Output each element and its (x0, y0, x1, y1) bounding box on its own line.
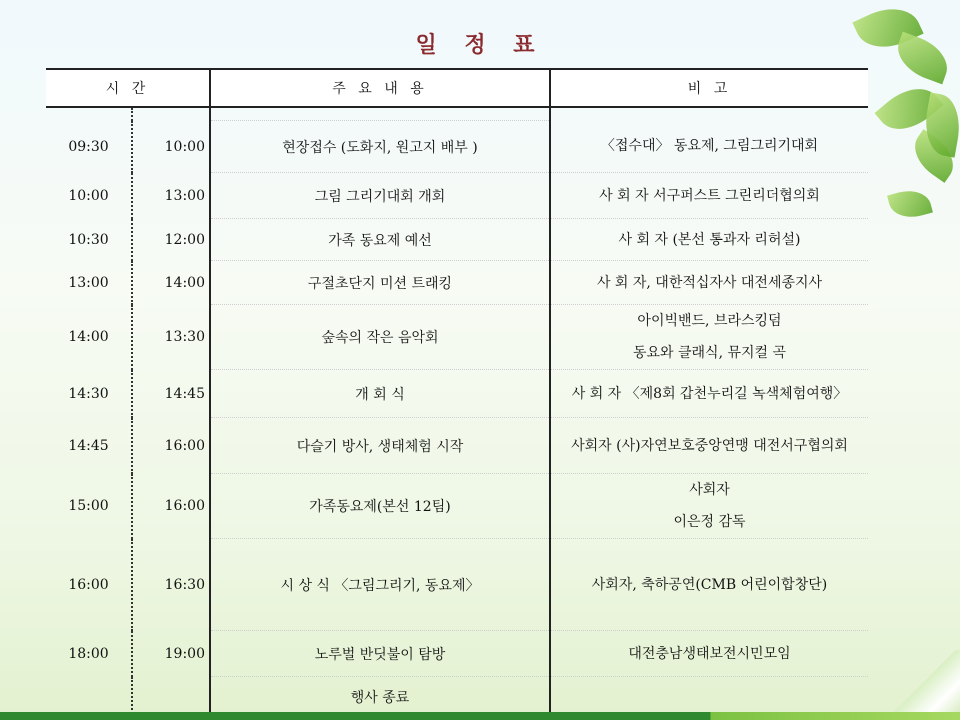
note-cell (550, 677, 868, 717)
note-line: 사회자 (689, 482, 730, 498)
note-line: 〈접수대〉 동요제, 그림그리기대회 (600, 138, 819, 155)
table-row (46, 631, 868, 677)
activity: 숲속의 작은 음악회 (210, 305, 550, 370)
note-cell (550, 474, 868, 539)
table-row (46, 305, 868, 370)
bottom-bar (0, 712, 960, 720)
activity: 노루벌 반딧불이 탐방 (210, 631, 550, 677)
activity: 가족동요제(본선 12팀) (210, 474, 550, 539)
header-note: 비 고 (550, 69, 868, 107)
table-row (46, 418, 868, 474)
table-row (46, 677, 868, 717)
table-row (46, 173, 868, 219)
table-row (46, 121, 868, 173)
note-cell (550, 219, 868, 261)
activity: 가족 동요제 예선 (210, 219, 550, 261)
table-row (46, 370, 868, 418)
end-time: 14:00 (132, 261, 210, 305)
note-line: 사회자 (사)자연보호중앙연맹 대전서구협의회 (571, 437, 848, 454)
activity: 시 상 식 〈그림그리기, 동요제〉 (210, 539, 550, 631)
note-cell (550, 173, 868, 219)
note-line: 사 회 자 〈제8회 갑천누리길 녹색체험여행〉 (571, 385, 848, 402)
start-time: 10:00 (68, 187, 109, 204)
activity: 개 회 식 (210, 370, 550, 418)
end-time: 14:45 (132, 370, 210, 418)
table-row (46, 474, 868, 539)
note-line: 사 회 자 서구퍼스트 그린리더협의회 (599, 187, 820, 204)
start-time: 16:00 (68, 576, 109, 593)
activity: 구절초단지 미션 트래킹 (210, 261, 550, 305)
end-time: 16:00 (132, 418, 210, 474)
note-line: 사 회 자, 대한적십자사 대전세종지사 (596, 274, 823, 291)
end-time: 13:30 (132, 305, 210, 370)
note-cell (550, 631, 868, 677)
note-line: 사회자, 축하공연(CMB 어린이합창단) (591, 576, 828, 593)
end-time: 10:00 (132, 121, 210, 173)
start-time: 18:00 (68, 645, 109, 662)
note-line: 대전충남생태보전시민모임 (628, 645, 791, 662)
schedule-table (46, 68, 868, 717)
start-time (46, 677, 132, 717)
table-row (46, 219, 868, 261)
start-time: 13:00 (68, 274, 109, 291)
start-time: 15:00 (68, 498, 109, 514)
start-time: 14:00 (68, 329, 109, 345)
table-header-row (46, 69, 868, 107)
activity: 행사 종료 (210, 677, 550, 717)
note-cell (550, 305, 868, 370)
start-time: 14:45 (68, 437, 109, 454)
activity: 다슬기 방사, 생태체험 시작 (210, 418, 550, 474)
end-time: 16:00 (132, 474, 210, 539)
note-cell (550, 121, 868, 173)
table-row (46, 539, 868, 631)
note-line: 이은정 감독 (673, 514, 746, 530)
note-cell (550, 261, 868, 305)
note-cell (550, 418, 868, 474)
end-time: 13:00 (132, 173, 210, 219)
end-time: 16:30 (132, 539, 210, 631)
activity: 그림 그리기대회 개회 (210, 173, 550, 219)
end-time: 12:00 (132, 219, 210, 261)
note-line: 아이빅밴드, 브라스킹덤 (637, 313, 782, 329)
activity: 현장접수 (도화지, 원고지 배부 ) (210, 121, 550, 173)
header-content: 주 요 내 용 (210, 69, 550, 107)
start-time: 10:30 (68, 231, 109, 248)
end-time: 19:00 (132, 631, 210, 677)
page-curl-decoration (880, 650, 960, 720)
note-cell (550, 370, 868, 418)
note-cell (550, 539, 868, 631)
end-time (132, 677, 210, 717)
header-time: 시 간 (46, 69, 210, 107)
page-title: 일 정 표 (415, 32, 545, 58)
note-line: 사 회 자 (본선 통과자 리허설) (618, 231, 801, 248)
start-time: 09:30 (68, 138, 109, 155)
start-time: 14:30 (68, 385, 109, 402)
note-line: 동요와 클래식, 뮤지컬 곡 (632, 345, 787, 361)
table-row (46, 261, 868, 305)
